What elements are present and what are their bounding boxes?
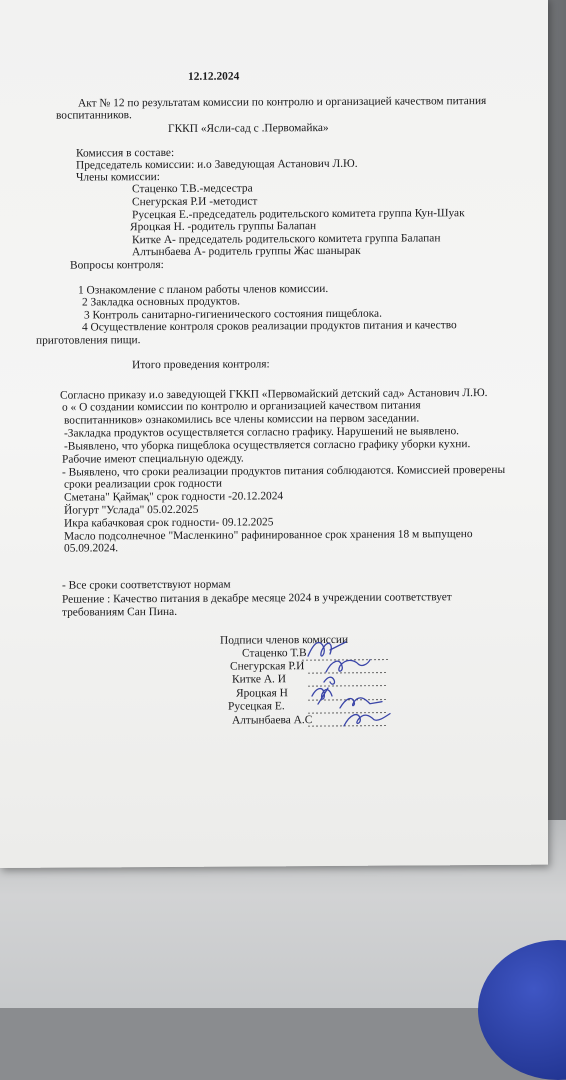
member-line: Яроцкая Н. -родитель группы Балапан	[130, 220, 316, 234]
signature-name: Китке А. И	[232, 673, 286, 686]
result-line: Согласно приказу и.о заведующей ГККП «Первомайский детский сад» Астанович Л.Ю.	[60, 387, 488, 403]
signature-name: Русецкая Е.	[228, 700, 285, 713]
question-line: 4 Осуществление контроля сроков реализации продуктов питания и качество	[82, 319, 457, 334]
signature-name: Алтынбаева А.С	[232, 714, 312, 727]
result-line: о « О создании комиссии по контролю и организацией качеством питания	[62, 399, 421, 414]
result-line: -Закладка продуктов осуществляется согласно графику. Нарушений не выявлено.	[64, 425, 459, 440]
member-line: Снегурская Р.И -методист	[132, 195, 257, 209]
handwritten-signatures	[300, 629, 430, 730]
question-line: 2 Закладка основных продуктов.	[82, 296, 240, 310]
product-line: Сметана" Қаймақ" срок годности -20.12.2024	[64, 490, 283, 504]
members-header: Члены комиссии:	[76, 171, 160, 185]
result-line: - Выявлено, что сроки реализации продуктов питания соблюдаются. Комиссией проверены	[62, 464, 505, 480]
member-line: Алтынбаева А- родитель группы Жас шанырак	[132, 245, 361, 259]
product-line: Масло подсолнечное "Масленкино" рафинированное срок хранения 18 м выпущено	[64, 528, 473, 543]
product-line: 05.09.2024.	[64, 542, 118, 555]
question-line: 1 Ознакомление с планом работы членов комиссии.	[78, 283, 328, 298]
signature-name: Снегурская Р.И	[230, 660, 304, 673]
result-line: Рабочие имеют специальную одежду.	[62, 453, 244, 467]
question-line: 3 Контроль санитарно-гигиенического состояния пищеблока.	[84, 308, 382, 323]
conclusion-line: - Все сроки соответствуют нормам	[62, 579, 231, 593]
product-line: Икра кабачковая срок годности- 09.12.2025	[64, 516, 273, 530]
product-line: Йогурт "Услада" 05.02.2025	[64, 504, 198, 518]
act-title-continued: воспитанников.	[56, 109, 132, 122]
commission-header: Комиссия в составе:	[76, 147, 174, 161]
act-title: Акт № 12 по результатам комиссии по контролю и организацией качеством питания	[78, 95, 486, 110]
member-line: Стаценко Т.В.-медсестра	[132, 182, 253, 196]
signature-name: Яроцкая Н	[236, 687, 288, 700]
document-date: 12.12.2024	[188, 71, 239, 84]
questions-header: Вопросы контроля:	[70, 259, 164, 273]
result-line: -Выявлено, что уборка пищеблока осуществляется согласно графику уборки кухни.	[64, 438, 470, 453]
chairman-line: Председатель комиссии: и.о Заведующая Астанович Л.Ю.	[76, 158, 358, 173]
result-line: сроки реализации срок годности	[64, 478, 222, 492]
member-line: Китке А- председатель родительского комитета группа Балапан	[132, 232, 440, 247]
decision-line: Решение : Качество питания в декабре месяце 2024 в учреждении соответствует	[62, 591, 452, 606]
member-line: Русецкая Е.-председатель родительского комитета группа Кун-Шуак	[132, 207, 465, 222]
signatures-header: Подписи членов комиссии	[220, 634, 348, 648]
signature-name: Стаценко Т.В	[242, 647, 307, 660]
organization-name: ГККП «Ясли-сад с .Первомайка»	[168, 122, 329, 136]
result-line: воспитанников» ознакомились все члены комиссии на первом заседании.	[64, 412, 419, 427]
decision-continued: требованиям Сан Пина.	[62, 606, 177, 620]
results-header: Итого проведения контроля:	[132, 358, 270, 372]
question-continued: приготовления пищи.	[36, 334, 141, 348]
